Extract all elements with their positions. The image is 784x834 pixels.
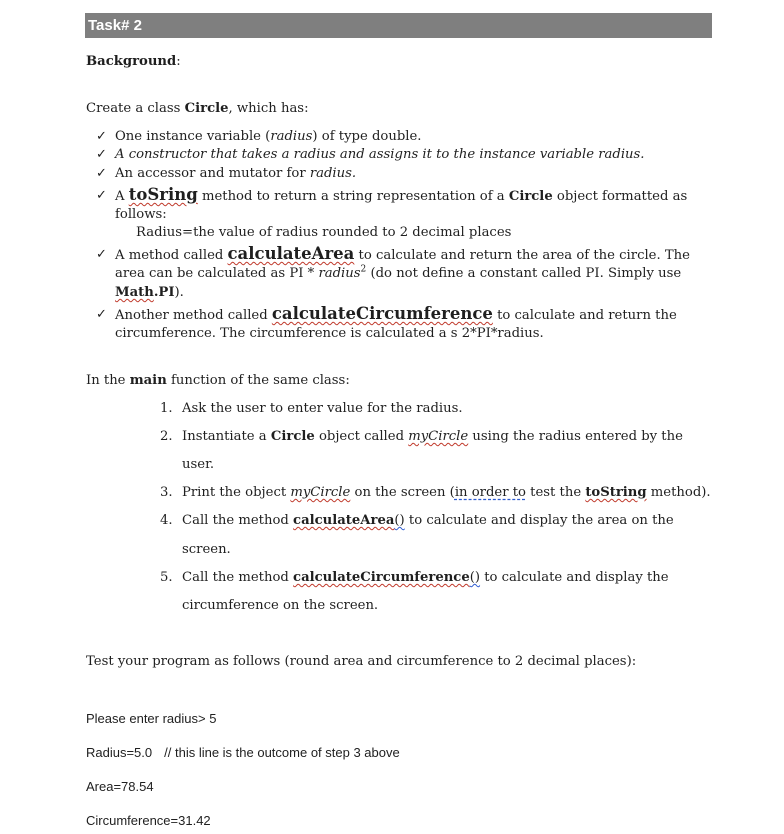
checklist-item-1 <box>115 129 422 144</box>
checklist-item-6-line2: circumference. The circumference is calculated a s 2*PI*radius. <box>115 326 544 341</box>
item5-var: radius <box>318 266 361 281</box>
background-label: Background <box>86 54 177 69</box>
item5-math: Math <box>115 285 154 300</box>
s2-a: Instantiate a <box>182 429 271 444</box>
checklist-item-2: A constructor that takes a radius and assigns it to the instance variable radius. <box>115 147 645 162</box>
main-intro-word: main <box>129 373 167 388</box>
s3-b: on the screen ( <box>350 485 455 500</box>
item4-c: object formatted as <box>552 189 688 204</box>
item5-b: to calculate and return the area of the circle. The <box>354 248 690 263</box>
item5-a: A method called <box>115 248 228 263</box>
step-4 <box>182 513 674 528</box>
item5-pi: .PI <box>153 285 175 300</box>
checklist-item-3 <box>115 166 356 181</box>
check-icon: ✓ <box>96 307 107 322</box>
step-number: 5. <box>160 570 173 585</box>
step-number: 3. <box>160 485 173 500</box>
item5-c: area can be calculated as PI * <box>115 266 319 281</box>
s3-d: test the <box>525 485 586 500</box>
main-intro-prefix: In the <box>86 373 130 388</box>
main-intro-suffix: function of the same class: <box>166 373 350 388</box>
item6-a: Another method called <box>115 308 272 323</box>
sample-comment: // this line is the outcome of step 3 above <box>164 745 400 760</box>
check-icon: ✓ <box>96 188 107 203</box>
s3-a: Print the object <box>182 485 291 500</box>
item5-d: (do not define a constant called PI. Simply use <box>366 266 682 281</box>
item4-method: toSring <box>128 185 198 204</box>
intro-prefix: Create a class <box>86 101 185 116</box>
s2-cls: Circle <box>270 429 315 444</box>
s3-method: toString <box>585 485 647 500</box>
intro-class-name: Circle <box>184 101 229 116</box>
item1-var: radius <box>270 129 313 144</box>
item1-suffix: ) of type double. <box>312 129 422 144</box>
check-icon: ✓ <box>96 147 107 162</box>
step-number: 1. <box>160 401 173 416</box>
checklist-item-6 <box>115 304 677 323</box>
sample-output-line-2 <box>86 745 400 760</box>
background-heading: Background: <box>86 54 181 69</box>
step-2-line2: user. <box>182 457 215 472</box>
sample-radius: Radius=5.0 <box>86 745 153 760</box>
checklist-item-5 <box>115 244 690 263</box>
item5-exp: 2 <box>360 264 367 275</box>
s3-c: in order to <box>454 485 526 500</box>
s5-a: Call the method <box>182 570 294 585</box>
sample-output-line-1: Please enter radius> 5 <box>86 711 217 726</box>
s4-a: Call the method <box>182 513 294 528</box>
step-5-line2: circumference on the screen. <box>182 598 379 613</box>
checklist-item-5-line2 <box>115 266 681 281</box>
step-2 <box>182 429 683 444</box>
checklist-item-4-line3: Radius=the value of radius rounded to 2 decimal places <box>136 225 512 240</box>
step-4-line2: screen. <box>182 542 231 557</box>
step-3 <box>182 485 711 500</box>
item6-b: to calculate and return the <box>492 308 677 323</box>
sample-output-line-3: Area=78.54 <box>86 779 154 794</box>
checklist-item-4 <box>115 185 687 204</box>
s3-obj: myCircle <box>290 485 351 500</box>
s4-method: calculateArea <box>293 513 395 528</box>
test-intro: Test your program as follows (round area and circumference to 2 decimal places): <box>86 654 637 669</box>
s5-method: calculateCircumference <box>293 570 470 585</box>
s2-b: object called <box>314 429 409 444</box>
item4-cls: Circle <box>508 189 553 204</box>
step-1: Ask the user to enter value for the radius. <box>182 401 463 416</box>
s2-obj: myCircle <box>408 429 469 444</box>
s3-e: method). <box>646 485 711 500</box>
item4-b: method to return a string representation of a <box>197 189 509 204</box>
s4-b: to calculate and display the area on the <box>404 513 674 528</box>
item5-e3: ). <box>174 285 184 300</box>
check-icon: ✓ <box>96 247 107 262</box>
item3-var: radius. <box>309 166 357 181</box>
check-icon: ✓ <box>96 166 107 181</box>
item1-prefix: One instance variable ( <box>115 129 271 144</box>
task-title: Task# 2 <box>85 13 712 38</box>
step-5 <box>182 570 669 585</box>
main-intro <box>86 373 350 388</box>
intro-suffix: , which has: <box>228 101 309 116</box>
check-icon: ✓ <box>96 129 107 144</box>
item6-method: calculateCircumference <box>271 304 493 323</box>
intro-line <box>86 101 309 116</box>
item4-a: A <box>115 189 129 204</box>
step-number: 4. <box>160 513 173 528</box>
s5-paren: () <box>469 570 481 585</box>
step-number: 2. <box>160 429 173 444</box>
s2-c: using the radius entered by the <box>468 429 683 444</box>
s4-paren: () <box>394 513 405 528</box>
item3-prefix: An accessor and mutator for <box>115 166 310 181</box>
s5-b: to calculate and display the <box>480 570 669 585</box>
checklist-item-4-line2: follows: <box>115 207 167 222</box>
sample-output-line-4: Circumference=31.42 <box>86 813 211 828</box>
item5-method: calculateArea <box>227 244 355 263</box>
checklist-item-5-line3 <box>115 285 184 300</box>
